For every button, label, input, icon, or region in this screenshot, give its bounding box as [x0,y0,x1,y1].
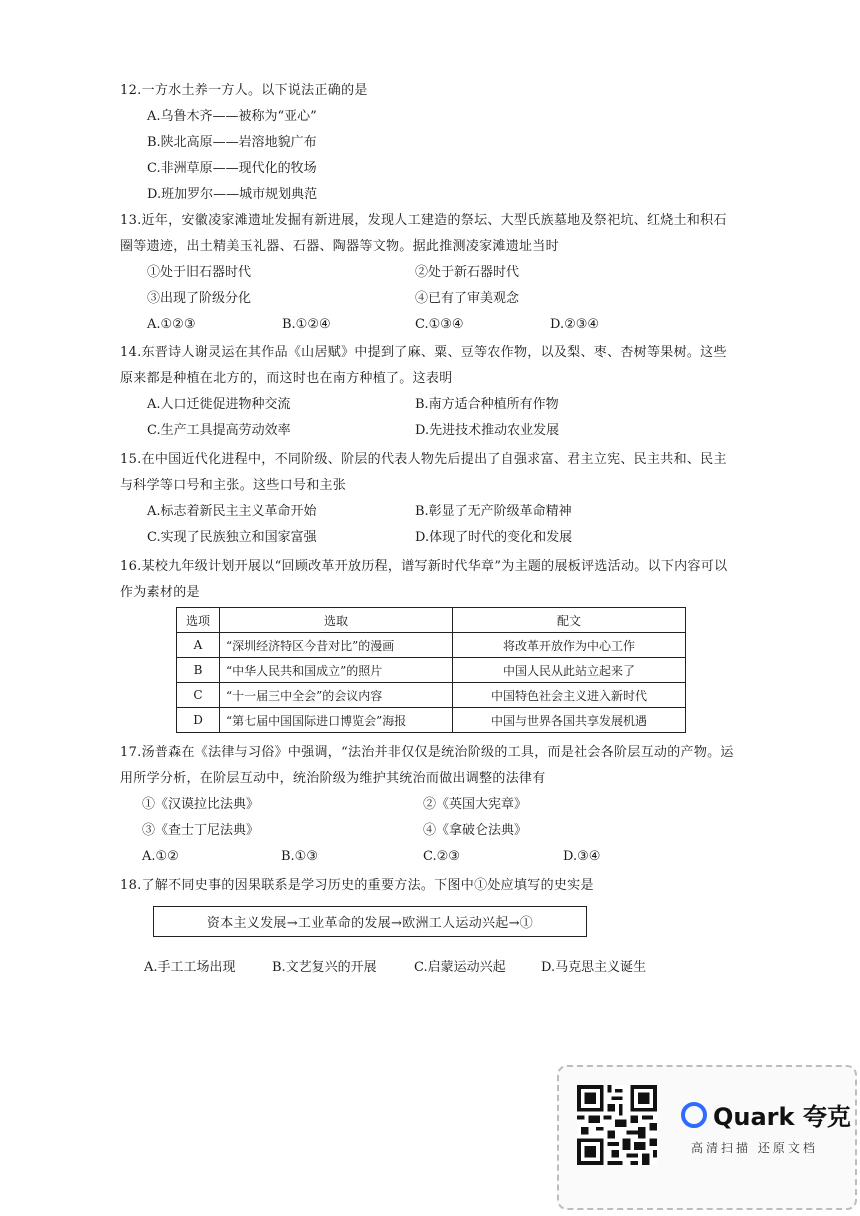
question-stem: 16.某校九年级计划开展以“回顾改革开放历程，谱写新时代华章”为主题的展板评选活动。以下内容可以作为素材的是 [120,559,728,600]
option-d: D.先进技术推动农业发展 [415,423,560,438]
header-caption: 配文 [453,608,686,633]
option-b: B.①③ [281,849,318,864]
option-c: C.启蒙运动兴起 [414,960,506,975]
option-b: B.文艺复兴的开展 [272,960,377,975]
cell-option: D [177,708,220,733]
question-stem: 14.东晋诗人谢灵运在其作品《山居赋》中提到了麻、粟、豆等农作物，以及梨、枣、杏树等果树。这些原来都是种植在北方的，而这时也在南方种植了。这表明 [120,345,727,386]
option-d: D.③④ [563,849,601,864]
question-stem: 18.了解不同史事的因果联系是学习历史的重要方法。下图中①处应填写的史实是 [120,878,594,893]
option-c: C.非洲草原——现代化的牧场 [147,161,317,176]
option-b: B.①②④ [282,317,331,332]
item-1: ①处于旧石器时代 [147,265,252,280]
quark-logo-icon [681,1102,707,1128]
question-stem: 12.一方水土养一方人。以下说法正确的是 [120,83,368,98]
table-row [177,658,686,683]
question-13 [120,208,740,338]
question-17 [120,740,740,870]
header-option: 选项 [177,608,220,633]
question-12 [120,78,740,208]
qr-code-icon [577,1085,657,1165]
question-14 [120,340,740,444]
cell-option: B [177,658,220,683]
table-row [177,633,686,658]
quark-logo [681,1097,851,1132]
option-c: C.实现了民族独立和国家富强 [147,530,317,545]
item-3: ③《查士丁尼法典》 [142,823,260,838]
q16-table [176,607,686,733]
option-c: C.①③④ [415,317,464,332]
option-d: D.②③④ [550,317,600,332]
scanner-watermark [557,1065,857,1210]
option-d: D.马克思主义诞生 [541,960,647,975]
item-1: ①《汉谟拉比法典》 [142,797,260,812]
item-4: ④已有了审美观念 [415,291,520,306]
option-a: A.乌鲁木齐——被称为“亚心” [147,109,317,124]
item-2: ②《英国大宪章》 [423,797,528,812]
option-b: B.彰显了无产阶级革命精神 [415,504,572,519]
option-a: A.①②③ [147,317,196,332]
option-a: A.标志着新民主主义革命开始 [147,504,317,519]
cell-selection: “深圳经济特区今昔对比”的漫画 [220,633,453,658]
table-row [177,708,686,733]
tagline: 高清扫描 还原文档 [691,1141,818,1155]
question-stem: 15.在中国近代化进程中，不同阶级、阶层的代表人物先后提出了自强求富、君主立宪、民主共和、民主与科学等口号和主张。这些口号和主张 [120,452,727,493]
table-header-row [177,608,686,633]
brand-name: Quark 夸克 [713,1103,851,1131]
question-15 [120,447,740,551]
option-a: A.①② [142,849,179,864]
cell-option: C [177,683,220,708]
cell-selection: “十一届三中全会”的会议内容 [220,683,453,708]
cell-caption: 中国人民从此站立起来了 [453,658,686,683]
question-18-options [120,955,740,981]
option-d: D.体现了时代的变化和发展 [415,530,573,545]
item-2: ②处于新石器时代 [415,265,520,280]
cell-selection: “中华人民共和国成立”的照片 [220,658,453,683]
cell-caption: 将改革开放作为中心工作 [453,633,686,658]
option-a: A.人口迁徙促进物种交流 [147,397,291,412]
option-a: A.手工工场出现 [144,960,236,975]
question-stem: 17.汤普森在《法律与习俗》中强调，“法治并非仅仅是统治阶级的工具，而是社会各阶层互动的产物。运用所学分析，在阶层互动中，统治阶级为维护其统治而做出调整的法律有 [120,745,734,786]
question-18 [120,873,740,899]
cause-effect-diagram: 资本主义发展→工业革命的发展→欧洲工人运动兴起→① [153,906,587,937]
cell-caption: 中国与世界各国共享发展机遇 [453,708,686,733]
header-selection: 选取 [220,608,453,633]
cell-selection: “第七届中国国际进口博览会”海报 [220,708,453,733]
question-16 [120,554,740,606]
option-b: B.南方适合种植所有作物 [415,397,559,412]
option-c: C.②③ [423,849,460,864]
table-row [177,683,686,708]
cell-option: A [177,633,220,658]
option-b: B.陕北高原——岩溶地貌广布 [147,135,317,150]
question-stem: 13.近年，安徽凌家滩遗址发掘有新进展，发现人工建造的祭坛、大型氏族墓地及祭祀坑、红烧土和积石圈等遗迹，出土精美玉礼器、石器、陶器等文物。据此推测凌家滩遗址当时 [120,213,727,254]
item-4: ④《拿破仑法典》 [423,823,528,838]
option-c: C.生产工具提高劳动效率 [147,423,291,438]
item-3: ③出现了阶级分化 [147,291,252,306]
option-d: D.班加罗尔——城市规划典范 [147,187,318,202]
cell-caption: 中国特色社会主义进入新时代 [453,683,686,708]
